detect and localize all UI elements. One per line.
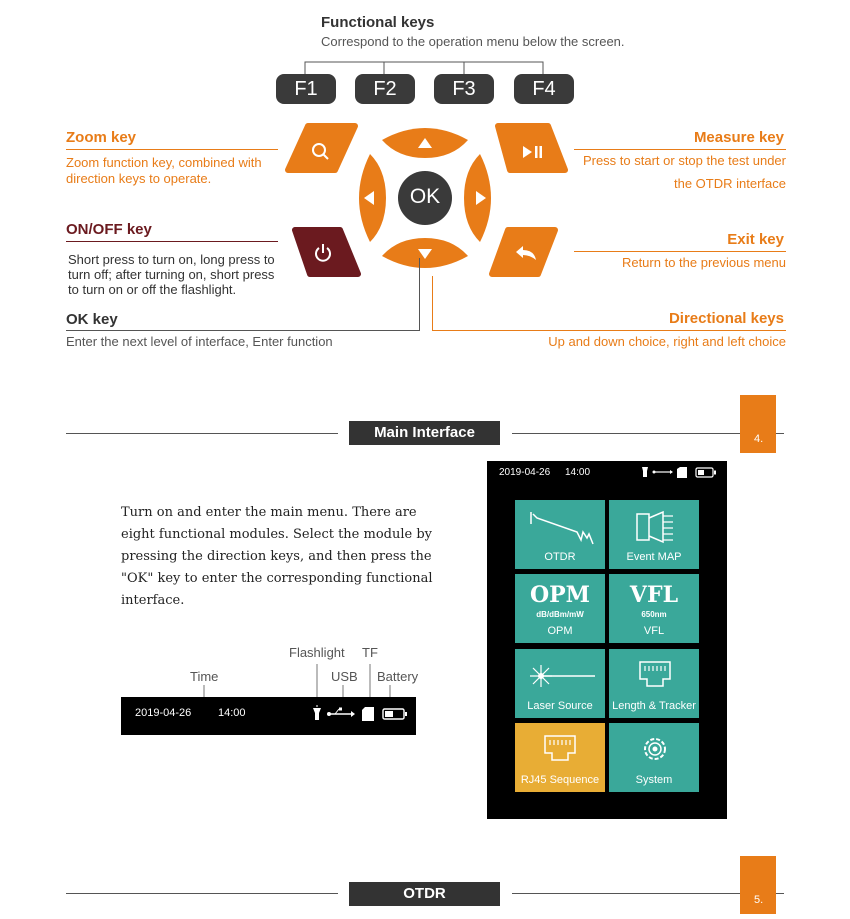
intro-text <box>121 502 433 612</box>
section-rule-left-2 <box>66 893 338 894</box>
zoom-key[interactable] <box>288 126 355 170</box>
rj45-port-icon <box>542 733 578 765</box>
label-time: Time <box>190 669 219 684</box>
measure-key-desc-1: Press to start or stop the test under <box>582 153 786 168</box>
otdr-trace-icon <box>527 508 597 548</box>
ok-key-desc: Enter the next level of interface, Enter function <box>66 334 333 349</box>
ok-key-connector <box>419 258 420 331</box>
measure-key[interactable] <box>498 126 565 170</box>
f4-key[interactable]: F4 <box>514 74 574 104</box>
tf-card-icon <box>677 467 687 478</box>
statusbar-date: 2019-04-26 <box>135 707 192 719</box>
module-vfl-label: VFL <box>643 625 665 637</box>
directional-keys-line <box>432 330 786 331</box>
module-opm-big: OPM <box>529 582 591 608</box>
statusbar-pointer-lines <box>120 660 420 700</box>
module-opm[interactable] <box>515 574 605 643</box>
module-laser-source[interactable] <box>515 649 605 718</box>
module-event-map[interactable] <box>609 500 699 569</box>
label-tf: TF <box>362 645 378 660</box>
gear-icon <box>637 731 673 767</box>
exit-key-desc: Return to the previous menu <box>621 255 786 270</box>
module-opm-label: OPM <box>547 625 573 637</box>
module-length-tracker[interactable] <box>609 649 699 718</box>
zoom-key-desc-1: Zoom function key, combined with <box>66 155 262 170</box>
onoff-key-desc-3: to turn on or off the flashlight. <box>68 282 237 297</box>
page-number-tab-2 <box>740 856 776 914</box>
usb-icon <box>653 470 674 474</box>
ok-key-label: OK <box>409 185 441 208</box>
intro-line-3: pressing the direction keys, and then press the <box>121 549 432 564</box>
directional-keys-connector <box>432 276 433 331</box>
onoff-key-line <box>66 241 278 242</box>
intro-line-4: "OK" key to enter the corresponding functional <box>121 571 433 586</box>
onoff-key-title: ON/OFF key <box>66 221 152 238</box>
measure-key-line <box>574 149 786 150</box>
device-screen <box>487 461 727 819</box>
functional-keys-title: Functional keys <box>321 14 435 31</box>
module-event-map-label: Event MAP <box>626 551 682 563</box>
module-vfl-big: VFL <box>629 582 679 608</box>
section-main-interface: Main Interface <box>349 421 500 445</box>
statusbar-icons <box>311 705 411 723</box>
measure-key-desc-2: the OTDR interface <box>674 176 786 191</box>
intro-line-2: eight functional modules. Select the module by <box>121 527 433 542</box>
module-vfl[interactable] <box>609 574 699 643</box>
device-time: 14:00 <box>565 467 591 478</box>
measure-key-title: Measure key <box>693 129 784 146</box>
zoom-key-desc-2: direction keys to operate. <box>66 171 212 186</box>
label-usb: USB <box>331 669 358 684</box>
onoff-key-desc-2: turn off; after turning on, short press <box>68 267 275 282</box>
flashlight-icon <box>642 467 648 477</box>
battery-icon <box>383 709 407 719</box>
functional-keys-desc: Correspond to the operation menu below the screen. <box>321 34 625 49</box>
event-map-icon <box>633 508 677 546</box>
battery-icon <box>696 468 716 477</box>
statusbar-time: 14:00 <box>218 707 246 719</box>
directional-keys-title: Directional keys <box>668 310 784 327</box>
exit-key-line <box>574 251 786 252</box>
onoff-key-desc-1: Short press to turn on, long press to <box>68 252 275 267</box>
module-vfl-unit: 650nm <box>641 610 667 619</box>
section-otdr: OTDR <box>349 882 500 906</box>
module-rj45-sequence[interactable] <box>515 723 605 792</box>
module-system[interactable] <box>609 723 699 792</box>
f1-key[interactable]: F1 <box>276 74 336 104</box>
power-key[interactable] <box>295 230 358 274</box>
flashlight-icon <box>313 705 321 720</box>
device-date: 2019-04-26 <box>499 467 551 478</box>
page-number-2: 5. <box>754 894 764 906</box>
usb-icon <box>327 708 355 718</box>
functional-keys-bracket <box>300 58 550 78</box>
exit-key-title: Exit key <box>727 231 784 248</box>
module-otdr[interactable] <box>515 500 605 569</box>
module-length-tracker-label: Length & Tracker <box>612 700 696 712</box>
f3-key[interactable]: F3 <box>434 74 494 104</box>
module-opm-unit: dB/dBm/mW <box>536 610 584 619</box>
directional-keys-desc: Up and down choice, right and left choice <box>548 334 786 349</box>
section-rule-left <box>66 433 338 434</box>
f2-key[interactable]: F2 <box>355 74 415 104</box>
page-number: 4. <box>754 433 764 445</box>
intro-line-1: Turn on and enter the main menu. There are <box>121 505 417 520</box>
laser-icon <box>523 659 599 693</box>
device-status-icons <box>640 465 720 479</box>
module-system-label: System <box>635 774 673 786</box>
module-laser-source-label: Laser Source <box>527 700 593 712</box>
tf-card-icon <box>362 707 374 721</box>
page-number-tab <box>740 395 776 453</box>
zoom-key-line <box>66 149 278 150</box>
label-flashlight: Flashlight <box>289 645 345 660</box>
zoom-key-title: Zoom key <box>66 129 137 146</box>
rj45-port-icon <box>637 659 673 691</box>
statusbar-example <box>121 697 416 735</box>
module-rj45-sequence-label: RJ45 Sequence <box>520 774 600 786</box>
intro-line-5: interface. <box>121 593 185 608</box>
ok-key-line <box>66 330 420 331</box>
label-battery: Battery <box>377 669 419 684</box>
ok-key-title: OK key <box>66 311 118 328</box>
exit-key[interactable] <box>492 230 555 274</box>
module-otdr-label: OTDR <box>544 551 576 563</box>
